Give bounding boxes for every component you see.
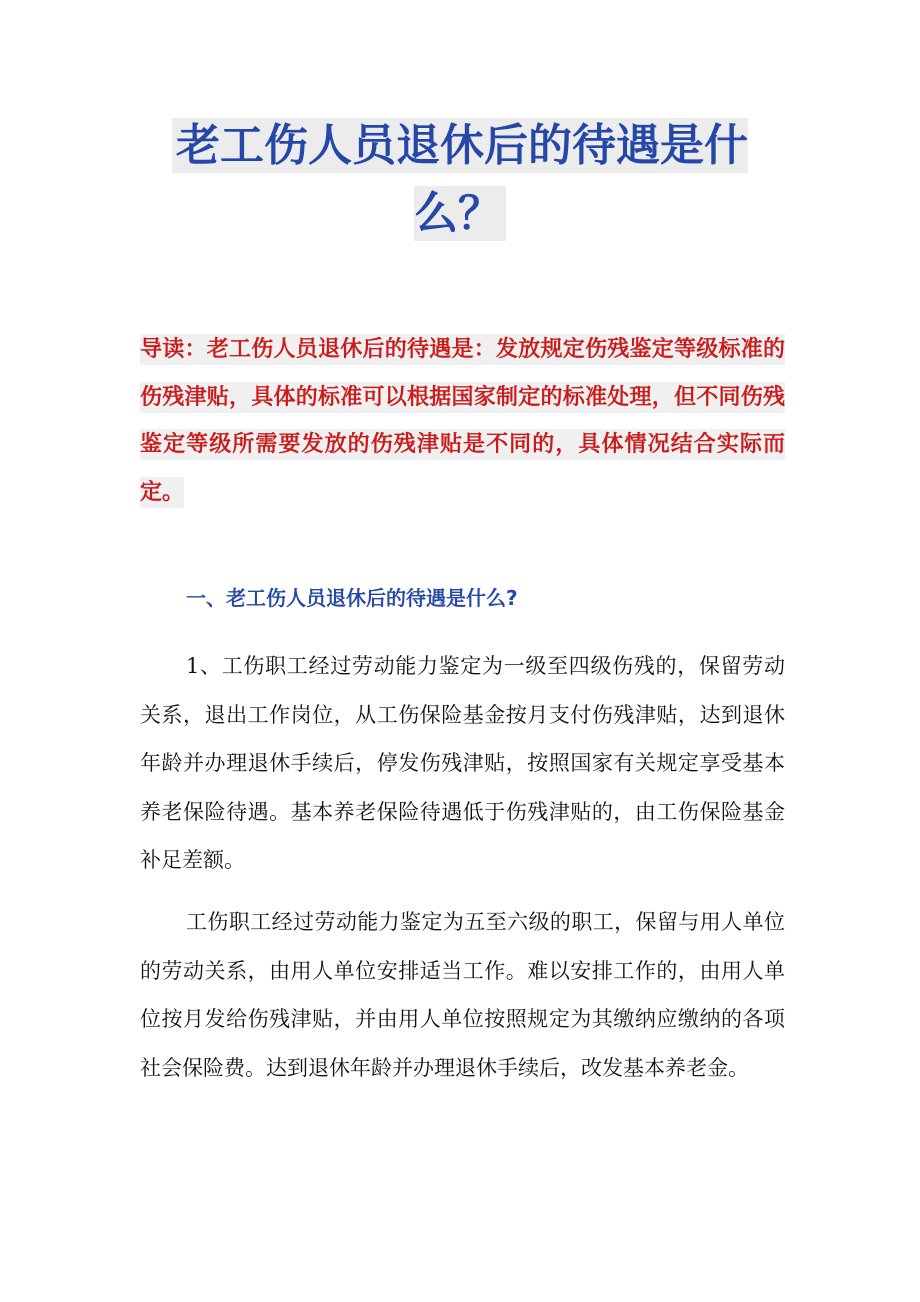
document-title-text: 老工伤人员退休后的待遇是什么？	[172, 118, 748, 241]
paragraph-2: 工伤职工经过劳动能力鉴定为五至六级的职工，保留与用人单位的劳动关系，由用人单位安排适当工作。难以安排工作的，由用人单位按月发给伤残津贴，并由用人单位按照规定为其缴纳应缴纳的各项社会保险费。达到退休年龄并办理退休手续后，改发基本养老金。	[140, 910, 785, 1080]
paragraph-1: 1、工伤职工经过劳动能力鉴定为一级至四级伤残的，保留劳动关系，退出工作岗位，从工伤保险基金按月支付伤残津贴，达到退休年龄并办理退休手续后，停发伤残津贴，按照国家有关规定享受基本养老保险待遇。基本养老保险待遇低于伤残津贴的，由工伤保险基金补足差额。	[140, 654, 785, 872]
intro-summary	[140, 326, 785, 516]
section-heading: 一、老工伤人员退休后的待遇是什么?	[186, 586, 518, 610]
document-title	[140, 112, 780, 248]
intro-summary-text: 导读：老工伤人员退休后的待遇是：发放规定伤残鉴定等级标准的伤残津贴，具体的标准可以根据国家制定的标准处理，但不同伤残鉴定等级所需要发放的伤残津贴是不同的，具体情况结合实际而定。	[140, 334, 785, 508]
